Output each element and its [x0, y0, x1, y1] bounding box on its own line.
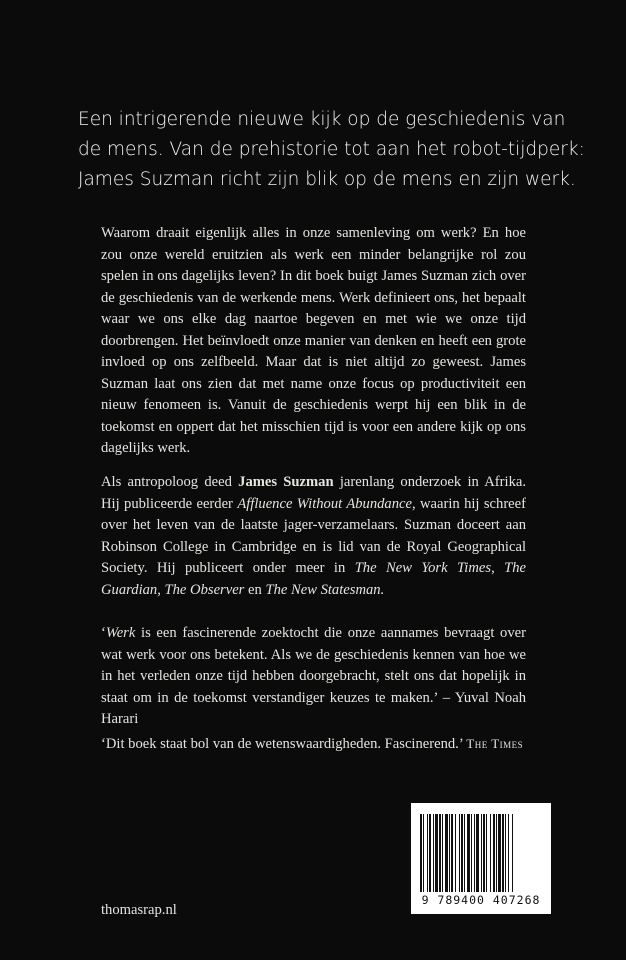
book-summary: Waarom draait eigenlijk alles in onze samenleving om werk? En hoe zou onze wereld eruitzien als werk een minder belangrijke rol zou spelen in ons dagelijks leven? In dit boek buigt James Suzman zich over de geschiedenis van de werkende mens. Werk definieert ons, het bepaalt waar we ons elke dag naartoe begeven en met wie we onze tijd doorbrengen. Het beïnvloedt onze manier van denken en heeft een grote invloed op ons zelfbeeld. Maar dat is niet altijd zo geweest. James Suzman laat ons zien dat met name onze focus op productiviteit een nieuw fenomeen is. Vanuit de geschiedenis werpt hij een blik in de toekomst en oppert dat het misschien tijd is voor een andere kijk op ons dagelijks werk.	[101, 225, 526, 456]
isbn-number: 9 789400 407268	[421, 893, 541, 907]
barcode-bar	[449, 814, 450, 892]
publication-observer: The Observer	[164, 581, 245, 598]
barcode-bar	[459, 814, 460, 892]
barcode-bar	[467, 814, 470, 892]
bio-text-3: , waarin hij schreef over het leven van de laatste jager-verzamelaars. Suzman doceert aan Robinson College in Cambridge en is lid van de Royal Geographical Society. Hij publiceert onder meer in	[101, 495, 526, 576]
author-bio	[101, 472, 526, 601]
barcode-bar	[423, 814, 424, 892]
barcode-bar	[481, 814, 482, 892]
publication-new-statesman: The New Statesman.	[265, 581, 385, 598]
tagline-line-3: James Suzman richt zijn blik op de mens en zijn werk.	[78, 169, 576, 190]
barcode-bar	[496, 814, 497, 892]
tagline-line-2: de mens. Van de prehistorie tot aan het robot-tijdperk:	[78, 139, 585, 160]
barcode-bar	[486, 814, 487, 892]
quote-source: The Times	[466, 736, 524, 751]
barcode-bars	[420, 814, 542, 892]
barcode-bar	[493, 814, 495, 892]
barcode-bar	[474, 814, 475, 892]
tagline-line-1: Een intrigerende nieuwe kijk op de geschiedenis van	[78, 109, 566, 130]
publisher-url: thomasrap.nl	[101, 902, 177, 918]
bio-text-1: Als antropoloog deed	[101, 474, 239, 490]
barcode-bar	[490, 814, 491, 892]
review-quote-times	[101, 733, 526, 756]
barcode-bar	[461, 814, 463, 892]
barcode-bar	[427, 814, 428, 892]
barcode-bar	[508, 814, 509, 892]
barcode-bar	[451, 814, 453, 892]
barcode-bar	[455, 814, 456, 892]
barcode-bar	[429, 814, 431, 892]
barcode-bar	[498, 814, 501, 892]
barcode-bar	[505, 814, 506, 892]
barcode-bar	[512, 814, 513, 892]
barcode-bar	[439, 814, 441, 892]
barcode	[411, 803, 551, 914]
barcode-bar	[445, 814, 448, 892]
barcode-bar	[502, 814, 504, 892]
barcode-bar	[435, 814, 438, 892]
author-name: James Suzman	[238, 474, 334, 490]
separator: ,	[157, 581, 165, 598]
review-quote-harari	[101, 623, 526, 731]
quote-text: is een fascinerende zoektocht die onze aannames bevraagt over wat werk voor ons betekent. Als we de geschiedenis kennen van hoe we in het verleden onze tijd hebben doorgebracht, stelt ons dat hopelijk in staat om in de toekomst verstandiger keuzes te maken.’ – Yuval Noah Harari	[101, 625, 526, 727]
barcode-bar	[464, 814, 465, 892]
barcode-bar	[471, 814, 472, 892]
separator: en	[244, 581, 266, 598]
barcode-bar	[420, 814, 422, 892]
barcode-bar	[442, 814, 443, 892]
barcode-bar	[433, 814, 434, 892]
publication-nyt: The New York Times	[354, 560, 492, 576]
bio-text-2: jarenlang onderzoek in Afrika. Hij publiceerde eerder	[101, 474, 526, 512]
publication-guardian: The Guardian	[101, 560, 527, 598]
barcode-bar	[476, 814, 479, 892]
quote-open-mark: ‘	[101, 625, 106, 641]
barcode-bar	[483, 814, 485, 892]
quote-text: ‘Dit boek staat bol van de wetenswaardigheden. Fascinerend.’	[101, 736, 467, 752]
previous-book-title: Affluence Without Abundance	[237, 495, 412, 512]
separator: ,	[491, 560, 505, 576]
tagline	[78, 105, 585, 195]
quote-book-title: Werk	[105, 625, 136, 641]
